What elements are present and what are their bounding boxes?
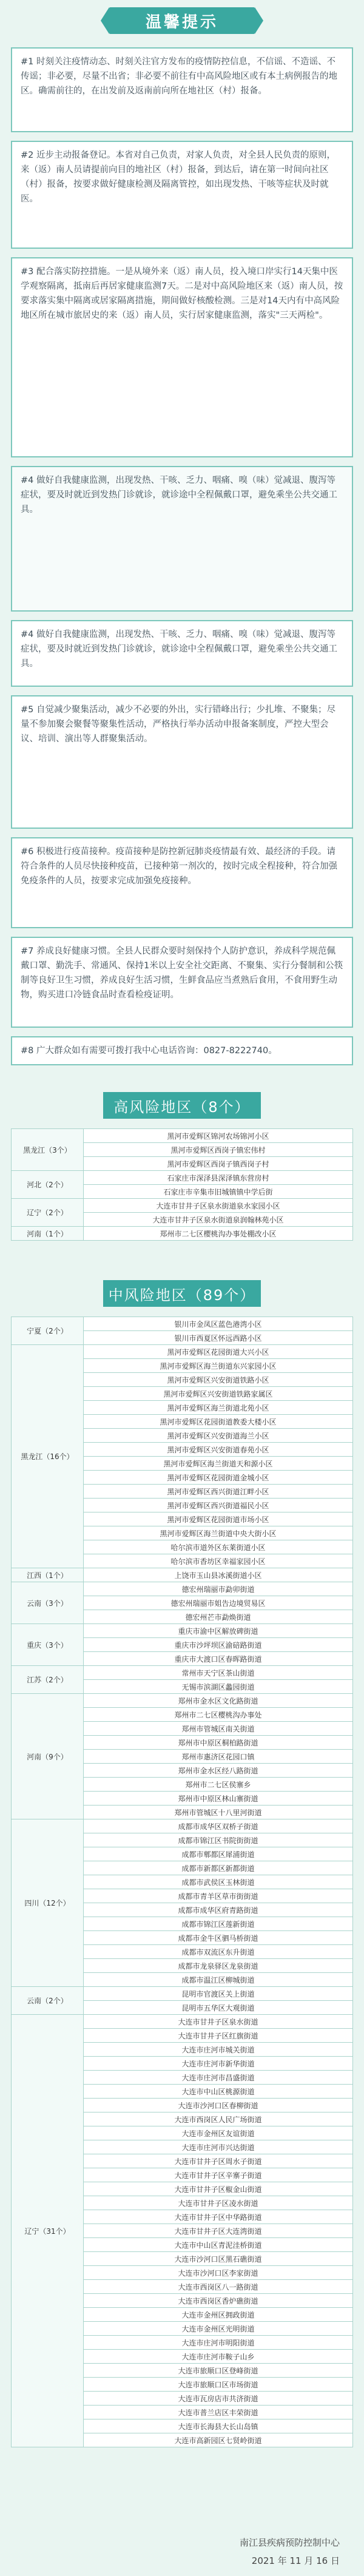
area-cell: 成都市金牛区驷马桥街道 — [84, 1931, 353, 1945]
high-risk-title: 高风险地区（8个） — [103, 1092, 261, 1119]
province-cell: 四川（12个） — [12, 1819, 84, 1987]
province-cell: 黑龙江（3个） — [12, 1129, 84, 1171]
area-cell: 郑州市管城区十八里河街道 — [84, 1806, 353, 1819]
tip-2: #2 近步主动报备登记。本省对自己负责，对家人负责，对全县人民负责的原则，来（返）南人员请提前向目的地社区（村）报备，到达后，请在第一时间向社区（村）报备，按要求做好健康检测及隔离管控，如出现发热、干咳等症状及时就医。 — [11, 141, 353, 249]
area-cell: 郑州市管城区南关街道 — [84, 1722, 353, 1736]
tip-4-text: #4 做好自我健康监测，出现发热、干咳、乏力、咽痛、嗅（味）觉减退、腹泻等症状，要及时就近到发热门诊就诊，就诊途中全程佩戴口罩，避免乘坐公共交通工具。 — [21, 476, 337, 514]
table-row — [12, 1227, 353, 1241]
area-cell: 无锡市滨湖区蠡园街道 — [84, 1680, 353, 1694]
area-cell: 哈尔滨市道外区东莱街道小区 — [84, 1540, 353, 1554]
area-cell: 黑河市爱辉区海兰街道北苑小区 — [84, 1401, 353, 1415]
area-cell: 石家庄市深泽县深泽镇东营房村 — [84, 1171, 353, 1185]
area-cell: 大连市长海县大长山岛镇 — [84, 2419, 353, 2433]
area-cell: 黑河市爱辉区西兴街道福民小区 — [84, 1499, 353, 1512]
area-cell: 大连市甘井子区大连湾街道 — [84, 2224, 353, 2238]
province-cell: 云南（3个） — [12, 1582, 84, 1624]
area-cell: 大连市沙河口区李家街道 — [84, 2266, 353, 2280]
tip-5: #5 自觉减少聚集活动，减少不必要的外出，实行错峰出行；少扎堆、不聚集；尽量不参加聚会聚餐等聚集性活动，严格执行举办活动申报备案制度，严控大型会议、培训、演出等人群聚集活动。 — [11, 695, 353, 829]
area-cell: 成都市郫都区犀浦街道 — [84, 1847, 353, 1861]
province-cell: 辽宁（2个） — [12, 1199, 84, 1227]
area-cell: 成都市成华区双桥子街道 — [84, 1819, 353, 1833]
area-cell: 大连市西岗区八一路街道 — [84, 2280, 353, 2294]
area-cell: 郑州市二七区侯寨乡 — [84, 1778, 353, 1792]
area-cell: 德宏州瑞丽市勐卯街道 — [84, 1582, 353, 1596]
area-cell: 大连市庄河市兴达街道 — [84, 2140, 353, 2154]
area-cell: 成都市龙泉驿区龙泉街道 — [84, 1959, 353, 1973]
area-cell: 大连市甘井子区椒金山街道 — [84, 2182, 353, 2196]
area-cell: 重庆市沙坪坝区渝碚路街道 — [84, 1638, 353, 1652]
area-cell: 大连市金州区光明街道 — [84, 2322, 353, 2336]
province-cell: 河南（9个） — [12, 1694, 84, 1819]
area-cell: 大连市金州区拥政街道 — [84, 2308, 353, 2322]
area-cell: 昆明市五华区大观街道 — [84, 2001, 353, 2015]
area-cell: 大连市瓦房店市共济街道 — [84, 2392, 353, 2406]
area-cell: 郑州市惠济区花园口镇 — [84, 1750, 353, 1764]
province-cell: 云南（2个） — [12, 1987, 84, 2015]
province-cell: 辽宁（31个） — [12, 2015, 84, 2447]
area-cell: 大连市甘井子区泉水街道 — [84, 2015, 353, 2029]
area-cell: 郑州市中原区桐柏路街道 — [84, 1736, 353, 1750]
area-cell: 德宏州瑞丽市姐告边境贸易区 — [84, 1596, 353, 1610]
area-cell: 黑河市爱辉区海兰街道东兴家园小区 — [84, 1359, 353, 1373]
table-row — [12, 1694, 353, 1708]
area-cell: 黑河市爱辉区花园街道市场小区 — [84, 1512, 353, 1526]
area-cell: 黑河市爱辉区西岗子镇宏伟村 — [84, 1143, 353, 1157]
area-cell: 郑州市中原区林山寨街道 — [84, 1792, 353, 1806]
area-cell: 黑河市爱辉区兴安街道铁路小区 — [84, 1373, 353, 1387]
area-cell: 黑河市爱辉区花园街道教委大楼小区 — [84, 1415, 353, 1429]
area-cell: 大连市沙河口区黑石礁街道 — [84, 2252, 353, 2266]
province-cell: 河北（2个） — [12, 1171, 84, 1199]
area-cell: 郑州市二七区樱桃沟办事处 — [84, 1708, 353, 1722]
high-risk-table — [11, 1128, 353, 1241]
table-row — [12, 1345, 353, 1359]
area-cell: 大连市甘井子区泉水街道泉润翰林苑小区 — [84, 1213, 353, 1227]
table-row — [12, 1624, 353, 1638]
area-cell: 成都市武侯区玉林街道 — [84, 1875, 353, 1889]
table-row — [12, 1666, 353, 1680]
area-cell: 大连市金州区友谊街道 — [84, 2126, 353, 2140]
area-cell: 成都市双流区东升街道 — [84, 1945, 353, 1959]
area-cell: 成都市锦江区书院街街道 — [84, 1833, 353, 1847]
province-cell: 黑龙江（16个） — [12, 1345, 84, 1568]
area-cell: 大连市庄河市昌盛街道 — [84, 2071, 353, 2085]
area-cell: 昆明市官渡区关上街道 — [84, 1987, 353, 2001]
area-cell: 黑河市爱辉区海兰街道中央大街小区 — [84, 1526, 353, 1540]
area-cell: 重庆市大渡口区春晖路街道 — [84, 1652, 353, 1666]
area-cell: 大连市甘井子区周水子街道 — [84, 2154, 353, 2168]
table-row — [12, 2015, 353, 2029]
tip-4: #4 做好自我健康监测，出现发热、干咳、乏力、咽痛、嗅（味）觉减退、腹泻等症状，要及时就近到发热门诊就诊，就诊途中全程佩戴口罩，避免乘坐公共交通工具。 — [11, 620, 353, 687]
area-cell: 大连市旅顺口区登峰街道 — [84, 2364, 353, 2378]
area-cell: 大连市旅顺口区市场街道 — [84, 2378, 353, 2392]
area-cell: 黑河市爱辉区花园街道大兴小区 — [84, 1345, 353, 1359]
area-cell: 黑河市爱辉区西兴街道江畔小区 — [84, 1485, 353, 1499]
area-cell: 大连市中山区青泥洼桥街道 — [84, 2238, 353, 2252]
area-cell: 银川市金凤区蓝色港湾小区 — [84, 1317, 353, 1331]
header-banner: 温馨提示 — [109, 7, 255, 34]
tip-3: #3 配合落实防控措施。一是从境外来（返）南人员，投入境口岸实行14天集中医学观察隔离，抵南后再居家健康监测7天。二是对中高风险地区来（返）南人员，按要求落实集中隔离或居家隔离措施，期间做好核酸检测。三是对14天内有中高风险地区所在城市旅居史的来（返）南人员，实行居家健康监测，落实"三天两检"。 — [11, 257, 353, 457]
province-cell: 宁夏（2个） — [12, 1317, 84, 1345]
province-cell: 江苏（2个） — [12, 1666, 84, 1694]
table-row — [12, 1199, 353, 1213]
area-cell: 大连市甘井子区泉水街道泉水家园小区 — [84, 1199, 353, 1213]
area-cell: 郑州市二七区樱桃沟办事处棚改小区 — [84, 1227, 353, 1241]
area-cell: 黑河市爱辉区兴安街道铁路家属区 — [84, 1387, 353, 1401]
area-cell: 成都市锦江区莲新街道 — [84, 1917, 353, 1931]
footer-org: 南江县疾病预防控制中心 — [239, 2537, 340, 2548]
table-row — [12, 1582, 353, 1596]
area-cell: 成都市新都区新都街道 — [84, 1861, 353, 1875]
area-cell: 上饶市玉山县冰溪街道小区 — [84, 1568, 353, 1582]
area-cell: 大连市沙河口区春柳街道 — [84, 2099, 353, 2112]
tip-8: #8 广大群众如有需要可拨打我中心电话咨询：0827-8222740。 — [11, 1036, 353, 1065]
area-cell: 大连市甘井子区中华路街道 — [84, 2210, 353, 2224]
area-cell: 大连市普兰店区丰荣街道 — [84, 2406, 353, 2419]
province-cell: 江西（1个） — [12, 1568, 84, 1582]
area-cell: 黑河市爱辉区海兰街道天和源小区 — [84, 1457, 353, 1471]
area-cell: 重庆市渝中区解放碑街道 — [84, 1624, 353, 1638]
tip-1: #1 时刻关注疫情动态、时刻关注官方发布的疫情防控信息，不信谣、不造谣、不传谣；非必要，尽量不出省；非必要不前往有中高风险地区或有本土病例报告的地区。确需前往的，在出发前及返南前向所在地社区（村）报备。 — [11, 47, 353, 132]
area-cell: 大连市甘井子区红旗街道 — [84, 2029, 353, 2043]
area-cell: 银川市西夏区怀远西路小区 — [84, 1331, 353, 1345]
mid-risk-table — [11, 1317, 353, 2447]
area-cell: 哈尔滨市香坊区幸福家园小区 — [84, 1554, 353, 1568]
area-cell: 郑州市金水区文化路街道 — [84, 1694, 353, 1708]
area-cell: 大连市中山区桃源街道 — [84, 2085, 353, 2099]
area-cell: 大连市甘井子区凌水街道 — [84, 2196, 353, 2210]
area-cell: 石家庄市辛集市旧城镇镇中学后街 — [84, 1185, 353, 1199]
area-cell: 成都市成华区府青路街道 — [84, 1903, 353, 1917]
area-cell: 大连市西岗区人民广场街道 — [84, 2112, 353, 2126]
area-cell: 大连市庄河市城关街道 — [84, 2043, 353, 2057]
area-cell: 大连市甘井子区辛寨子街道 — [84, 2168, 353, 2182]
area-cell: 黑河市爱辉区西岗子镇西岗子村 — [84, 1157, 353, 1171]
province-cell: 重庆（3个） — [12, 1624, 84, 1666]
area-cell: 成都市温江区柳城街道 — [84, 1973, 353, 1987]
area-cell: 大连市庄河市新华街道 — [84, 2057, 353, 2071]
area-cell: 大连市高新园区七贤岭街道 — [84, 2433, 353, 2447]
area-cell: 郑州市金水区经八路街道 — [84, 1764, 353, 1778]
table-row — [12, 1317, 353, 1331]
tip-4-monitor — [11, 466, 353, 612]
table-row — [12, 1819, 353, 1833]
area-cell: 成都市青羊区草市街街道 — [84, 1889, 353, 1903]
area-cell: 大连市西岗区香炉礁街道 — [84, 2294, 353, 2308]
mid-risk-title: 中风险地区（89个） — [103, 1280, 261, 1307]
area-cell: 常州市天宁区茶山街道 — [84, 1666, 353, 1680]
area-cell: 大连市庄河市明阳街道 — [84, 2336, 353, 2350]
table-row — [12, 1129, 353, 1143]
table-row — [12, 1171, 353, 1185]
area-cell: 黑河市爱辉区锦河农场锦河小区 — [84, 1129, 353, 1143]
area-cell: 黑河市爱辉区花园街道金城小区 — [84, 1471, 353, 1485]
table-row — [12, 1987, 353, 2001]
area-cell: 德宏州芒市勐焕街道 — [84, 1610, 353, 1624]
table-row — [12, 1568, 353, 1582]
province-cell: 河南（1个） — [12, 1227, 84, 1241]
tip-6: #6 积极进行疫苗接种。疫苗接种是防控新冠肺炎疫情最有效、最经济的手段。请符合条件的人员尽快接种疫苗，已接种第一剂次的，按时完成全程接种，符合加强免疫条件的人员，按要求完成加强免疫接种。 — [11, 837, 353, 928]
area-cell: 黑河市爱辉区兴安街道春苑小区 — [84, 1443, 353, 1457]
tip-7: #7 养成良好健康习惯。全县人民群众要时刻保持个人防护意识，养成科学规范佩戴口罩、勤洗手、常通风、保持1米以上安全社交距离、不聚集、实行分餐制和公筷制等良好卫生习惯，养成良好生活习惯，生鲜食品应当煮熟后食用，不食用野生动物，购买进口冷链食品时查看检疫证明。 — [11, 937, 353, 1028]
area-cell: 大连市庄河市鞍子山乡 — [84, 2350, 353, 2364]
footer-date: 2021 年 11 月 16 日 — [251, 2555, 340, 2566]
area-cell: 黑河市爱辉区兴安街道海兰小区 — [84, 1429, 353, 1443]
